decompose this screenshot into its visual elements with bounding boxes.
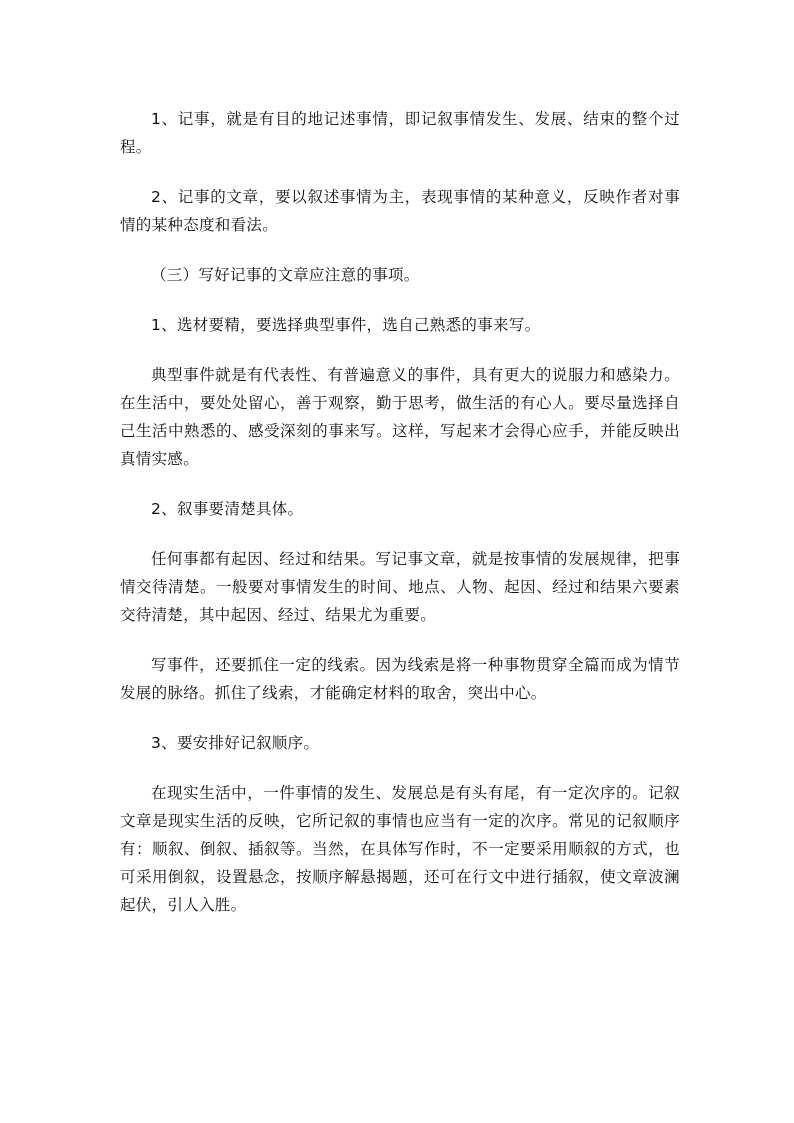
point-1-body: 典型事件就是有代表性、有普遍意义的事件，具有更大的说服力和感染力。在生活中，要处处留心，善于观察，勤于思考，做生活的有心人。要尽量选择自己生活中熟悉的、感受深刻的事来写。这样，写起来才会得心应手，并能反映出真情实感。 xyxy=(120,366,680,468)
paragraph-2: 2、记事的文章，要以叙述事情为主，表现事情的某种意义，反映作者对事情的某种态度和看法。 xyxy=(120,188,680,234)
point-2-body-2: 写事件，还要抓住一定的线索。因为线索是将一种事物贯穿全篇而成为情节发展的脉络。抓住了线索，才能确定材料的取舍，突出中心。 xyxy=(120,656,680,702)
document-body xyxy=(120,105,680,941)
point-2-heading: 2、叙事要清楚具体。 xyxy=(151,500,304,518)
section-heading: （三）写好记事的文章应注意的事项。 xyxy=(151,266,420,284)
point-3-body: 在现实生活中，一件事情的发生、发展总是有头有尾，有一定次序的。记叙文章是现实生活的反映，它所记叙的事情也应当有一定的次序。常见的记叙顺序有：顺叙、倒叙、插叙等。当然，在具体写作时，不一定要采用顺叙的方式，也可采用倒叙，设置悬念，按顺序解悬揭题，还可在行文中进行插叙，使文章波澜起伏，引人入胜。 xyxy=(120,784,680,914)
point-3-heading: 3、要安排好记叙顺序。 xyxy=(151,734,320,752)
point-2-body-1: 任何事都有起因、经过和结果。写记事文章，就是按事情的发展规律，把事情交待清楚。一般要对事情发生的时间、地点、人物、起因、经过和结果六要素交待清楚，其中起因、经过、结果尤为重要。 xyxy=(120,550,680,624)
point-1-heading: 1、选材要精，要选择典型事件，选自己熟悉的事来写。 xyxy=(151,316,541,334)
paragraph-1: 1、记事，就是有目的地记述事情，即记叙事情发生、发展、结束的整个过程。 xyxy=(120,110,680,156)
